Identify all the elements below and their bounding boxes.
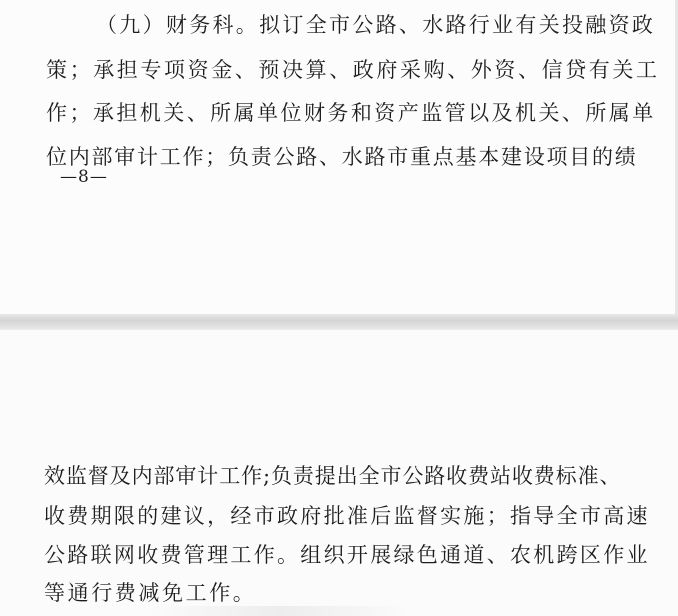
paragraph-line: 公路联网收费管理工作。组织开展绿色通道、农机跨区作业 [44,543,650,567]
bleed-through-text [150,606,410,616]
paragraph-line: 等通行费减免工作。 [44,581,257,605]
page-separator [0,314,678,330]
paragraph-line: 位内部审计工作；负责公路、水路市重点基本建设项目的绩 [46,145,638,169]
paragraph-line: 作；承担机关、所属单位财务和资产监管以及机关、所属单 [46,101,656,125]
page-number: —8— [60,167,108,187]
paragraph-line: 效监督及内部审计工作;负责提出全市公路收费站收费标准、 [44,464,622,488]
paragraph-line: 收费期限的建议，经市政府批准后监督实施；指导全市高速 [44,504,650,528]
paragraph-line: 策；承担专项资金、预决算、政府采购、外资、信贷有关工 [46,58,660,82]
paragraph-line: （九）财务科。拟订全市公路、水路行业有关投融资政 [96,13,656,37]
